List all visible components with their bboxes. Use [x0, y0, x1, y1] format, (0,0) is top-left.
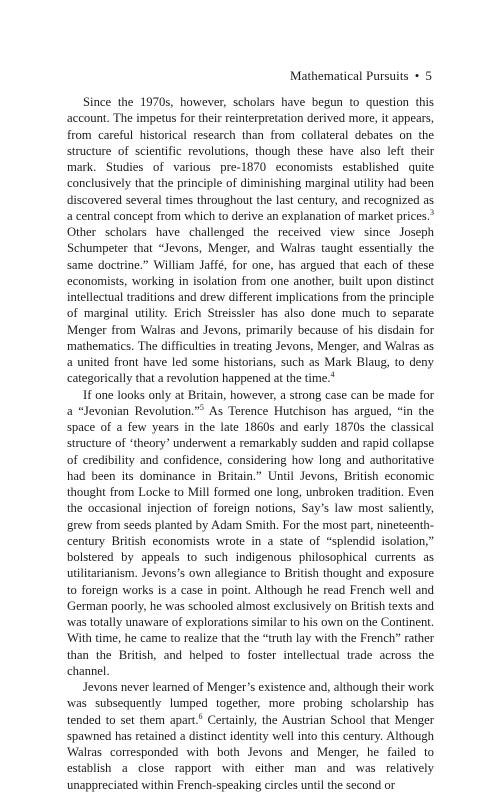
footnote-ref-4: 4	[330, 370, 335, 380]
paragraph-1-text-b: Other scholars have challenged the received view since Joseph Schumpeter that “Jevons, Menger, and Walras taught essentially the same doctrine.” William Jaffé, for one, has argued that each of these economists, working in isolation from one another, built upon distinct intellectual traditions and drew different implications from the principle of marginal utility. Erich Streissler has also done much to separate Menger from Walras and Jevons, primarily because of his disdain for mathematics. The difficulties in treating Jevons, Menger, and Walras as a united front have led some historians, such as Mark Blaug, to deny categorically that a revolution happened at the time.	[67, 225, 434, 386]
body-text	[67, 94, 434, 793]
paragraph-1-text-a: Since the 1970s, however, scholars have begun to question this account. The impetus for their reinterpretation derived more, it appears, from careful historical research than from collateral debates on the structure of scientific revolutions, though these have also left their mark. Studies of various pre-1870 economists established quite conclusively that the principle of diminishing marginal utility had been discovered several times throughout the last century, and recognized as a central concept from which to derive an explanation of market prices.	[67, 95, 434, 223]
paragraph-3-text-b: Certainly, the Austrian School that Menger spawned has retained a distinct identity well into this century. Although Walras corresponded with both Jevons and Menger, he failed to establish a close rapport with either man and was relatively unappreciated within French-speaking circles until the second or	[67, 712, 434, 792]
paragraph-2	[67, 387, 434, 680]
paragraph-1	[67, 94, 434, 387]
paragraph-2-text-a: If one looks only at Britain, however, a strong case can be made for a “Jevonian Revolution.”	[67, 387, 434, 418]
footnote-ref-5: 5	[199, 402, 204, 412]
running-title: Mathematical Pursuits	[290, 68, 409, 83]
footnote-ref-6: 6	[198, 711, 203, 721]
paragraph-3-text-a: Jevons never learned of Menger’s existence and, although their work was subsequently lumped together, more probing scholarship has tended to set them apart.	[67, 680, 434, 727]
page-number: 5	[425, 68, 432, 83]
footnote-ref-3: 3	[430, 207, 434, 217]
header-separator: •	[414, 68, 420, 83]
running-head	[290, 68, 432, 84]
paragraph-2-text-b: As Terence Hutchison has argued, “in the space of a few years in the late 1860s and early 1870s the classical structure of ‘theory’ underwent a remarkably sudden and rapid collapse of credibility and confidence, considering how long and authoritative had been its dominance in Britain.” Until Jevons, British economic thought from Locke to Mill formed one long, unbroken tradition. Even the occasional injection of foreign notions, Say’s law most saliently, grew from seeds planted by Adam Smith. For the most part, nineteenth-century British economists wrote in a state of “splendid isolation,” bolstered by appeals to such indigenous philosophical currents as utilitarianism. Jevons’s own allegiance to British thought and exposure to foreign works is a case in point. Although he read French well and German poorly, he was schooled almost exclusively on British texts and was totally unaware of explorations similar to his own on the Continent. With time, he came to realize that the “truth lay with the French” rather than the British, and helped to foster intellectual trade across the channel.	[67, 403, 434, 678]
